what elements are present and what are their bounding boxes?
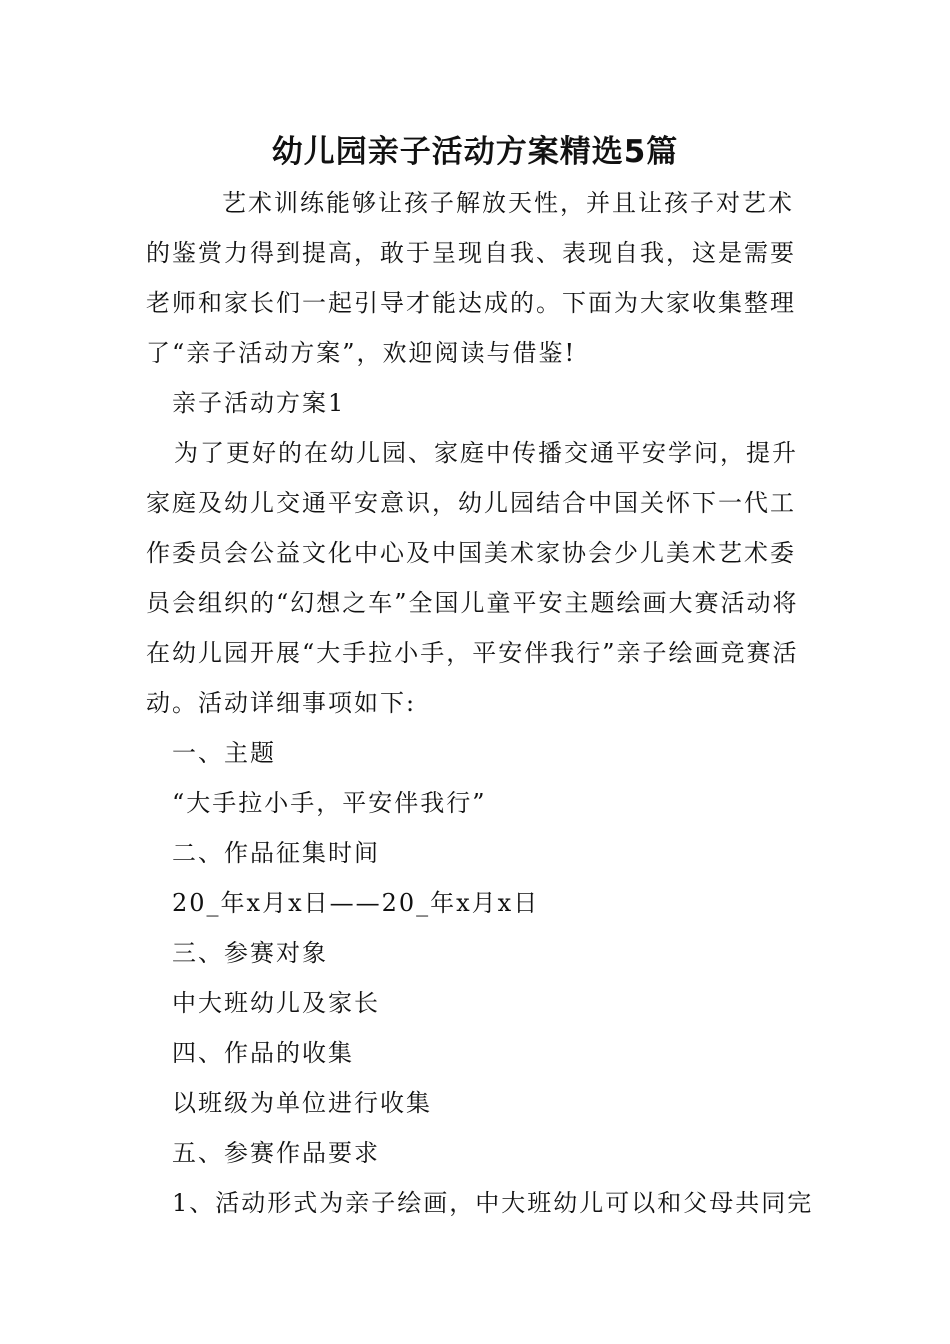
- list-item: “大手拉小手，平安伴我行”: [172, 789, 487, 817]
- section-heading: 亲子活动方案1: [172, 389, 346, 417]
- intro-paragraph: 艺术训练能够让孩子解放天性，并且让孩子对艺术的鉴赏力得到提高，敢于呈现自我、表现自我，这是需要老师和家长们一起引导才能达成的。下面为大家收集整理了“亲子活动方案”，欢迎阅读与借鉴!: [146, 189, 796, 367]
- list-item: 中大班幼儿及家长: [172, 989, 380, 1017]
- document-title: 幼儿园亲子活动方案精选5篇: [271, 134, 679, 170]
- list-item: 1、活动形式为亲子绘画，中大班幼儿可以和父母共同完: [172, 1189, 814, 1217]
- list-heading: 一、主题: [172, 739, 276, 767]
- list-heading: 五、参赛作品要求: [172, 1139, 380, 1167]
- list-heading: 二、作品征集时间: [172, 839, 380, 867]
- list-heading: 四、作品的收集: [172, 1039, 354, 1067]
- document-body: [146, 178, 814, 1228]
- list-item: 以班级为单位进行收集: [172, 1089, 432, 1117]
- body-paragraph: 为了更好的在幼儿园、家庭中传播交通平安学问，提升家庭及幼儿交通平安意识，幼儿园结合中国关怀下一代工作委员会公益文化中心及中国美术家协会少儿美术艺术委员会组织的“幻想之车”全国儿童平安主题绘画大赛活动将在幼儿园开展“大手拉小手，平安伴我行”亲子绘画竞赛活动。活动详细事项如下:: [146, 439, 799, 717]
- list-heading: 三、参赛对象: [172, 939, 328, 967]
- list-item: 20_年x月x日——20_年x月x日: [172, 889, 540, 917]
